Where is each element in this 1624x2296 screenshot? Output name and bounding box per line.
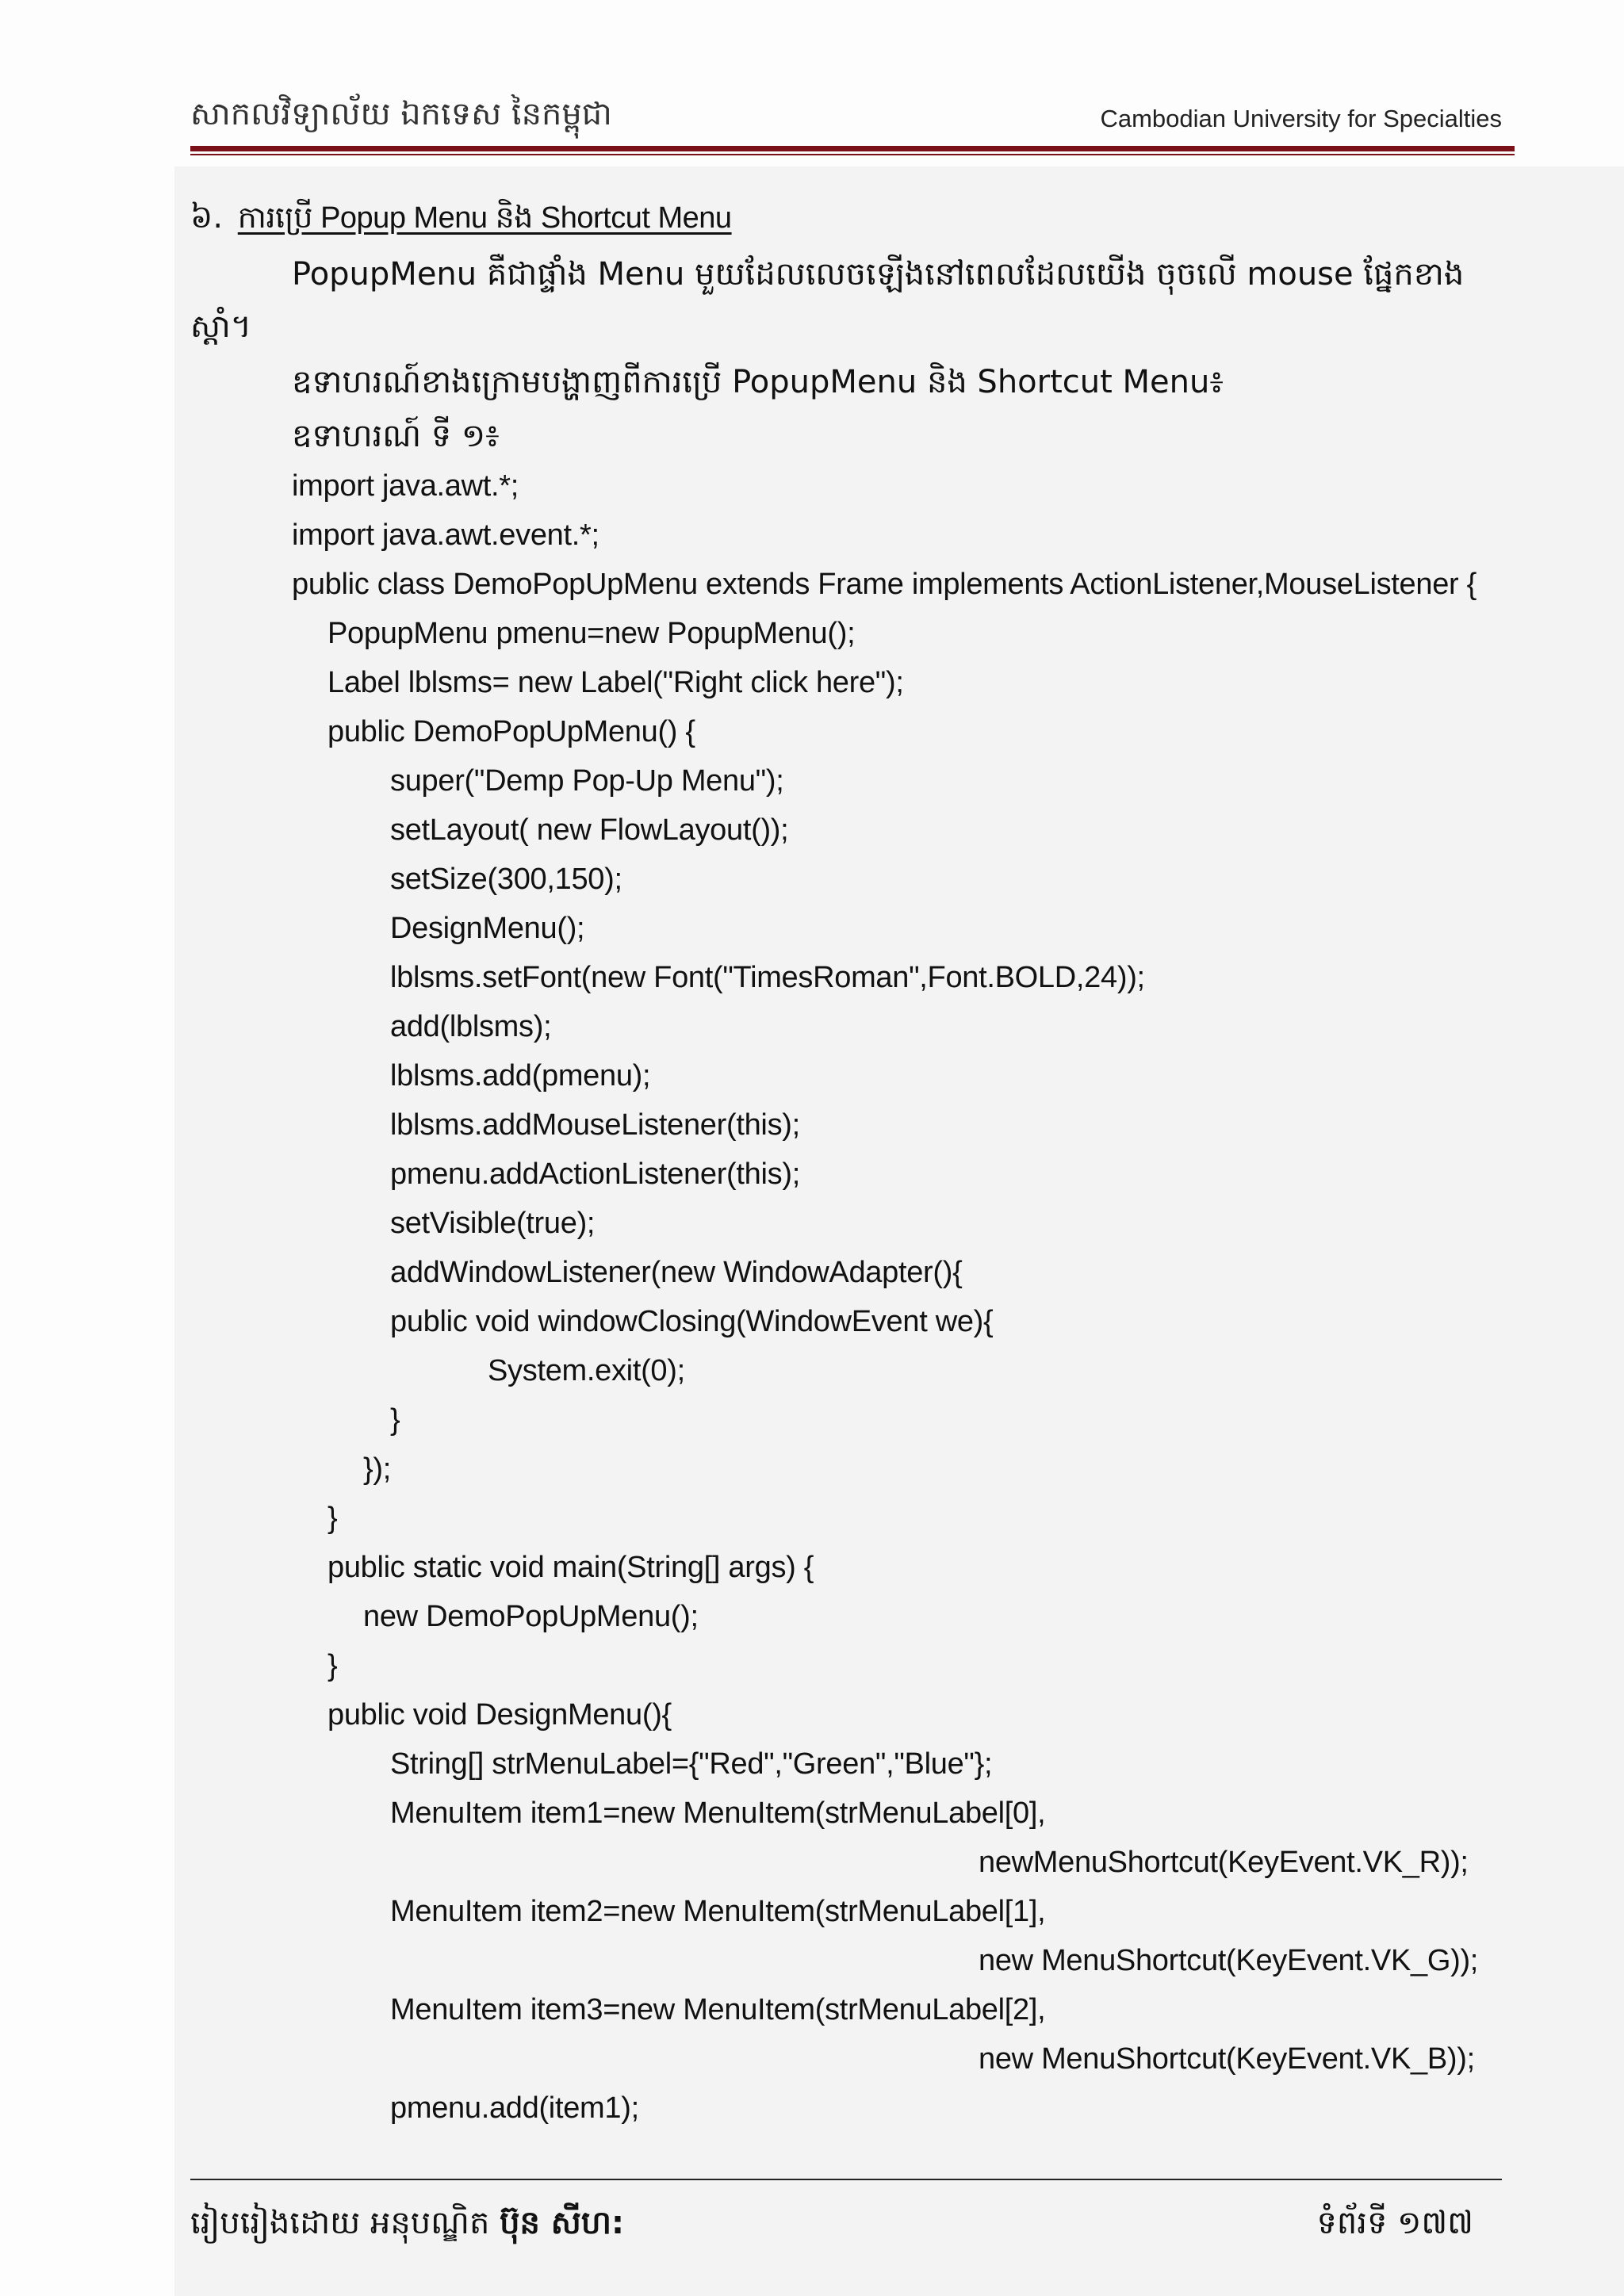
header-rule bbox=[190, 146, 1515, 151]
code-line: new MenuShortcut(KeyEvent.VK_G)); bbox=[979, 1944, 1479, 1977]
code-line: MenuItem item3=new MenuItem(strMenuLabel[2], bbox=[390, 1993, 1046, 2026]
code-line: }); bbox=[363, 1452, 392, 1486]
header-university-khmer: សាកលវិទ្យាល័យ ឯកទេស នៃកម្ពុជា bbox=[190, 96, 612, 132]
code-line: System.exit(0); bbox=[488, 1354, 685, 1387]
section-heading bbox=[190, 197, 732, 243]
page-number: ទំព័រទី ១៧៧ bbox=[1316, 2205, 1473, 2241]
footer-author-name: ប៊ុន សីហ: bbox=[500, 2205, 624, 2241]
example-label: ឧទាហរណ៍ ទី ១៖ bbox=[292, 418, 500, 454]
code-line: public void DesignMenu(){ bbox=[327, 1698, 672, 1732]
code-line: addWindowListener(new WindowAdapter(){ bbox=[390, 1256, 963, 1289]
section-title: ការប្រើ Popup Menu និង Shortcut Menu bbox=[237, 201, 732, 235]
code-line: MenuItem item1=new MenuItem(strMenuLabel[0], bbox=[390, 1797, 1046, 1830]
code-line: lblsms.addMouseListener(this); bbox=[390, 1108, 800, 1142]
code-line: pmenu.add(item1); bbox=[390, 2091, 639, 2125]
header-rule-thin bbox=[190, 154, 1515, 155]
code-line: import java.awt.event.*; bbox=[292, 519, 599, 552]
code-line: } bbox=[390, 1403, 400, 1437]
code-line: } bbox=[327, 1502, 338, 1535]
code-line: } bbox=[327, 1649, 338, 1682]
code-line: setLayout( new FlowLayout()); bbox=[390, 813, 789, 847]
code-line: super("Demp Pop-Up Menu"); bbox=[390, 764, 784, 798]
section-number: ៦. bbox=[190, 199, 224, 235]
code-line: setVisible(true); bbox=[390, 1207, 596, 1240]
code-line: public class DemoPopUpMenu extends Frame implements ActionListener,MouseListener { bbox=[292, 568, 1477, 601]
code-line: public static void main(String[] args) { bbox=[327, 1551, 814, 1584]
footer-prepared-by: រៀបរៀងដោយ អនុបណ្ឌិត bbox=[190, 2205, 490, 2241]
code-line: Label lblsms= new Label("Right click here"); bbox=[327, 666, 904, 699]
code-line: String[] strMenuLabel={"Red","Green","Blue"}; bbox=[390, 1747, 993, 1781]
header-university-english: Cambodian University for Specialties bbox=[1100, 105, 1502, 132]
code-line: newMenuShortcut(KeyEvent.VK_R)); bbox=[979, 1846, 1469, 1879]
code-line: public void windowClosing(WindowEvent we){ bbox=[390, 1305, 994, 1338]
intro-paragraph-line2: ស្តាំ។ bbox=[190, 308, 252, 345]
example-intro: ឧទាហរណ៍ខាងក្រោមបង្ហាញពីការប្រើ PopupMenu និង Shortcut Menu៖ bbox=[292, 364, 1224, 400]
code-line: new DemoPopUpMenu(); bbox=[363, 1600, 699, 1633]
code-line: pmenu.addActionListener(this); bbox=[390, 1158, 800, 1191]
code-line: PopupMenu pmenu=new PopupMenu(); bbox=[327, 617, 856, 650]
code-line: new MenuShortcut(KeyEvent.VK_B)); bbox=[979, 2042, 1475, 2076]
code-line: lblsms.setFont(new Font("TimesRoman",Font.BOLD,24)); bbox=[390, 961, 1145, 994]
code-line: DesignMenu(); bbox=[390, 912, 585, 945]
intro-paragraph-line1: PopupMenu គឺជាផ្ទាំង Menu មួយដែលលេចឡើងនៅពេលដែលយើង ចុចលើ mouse ផ្នែកខាង bbox=[292, 256, 1465, 293]
code-line: lblsms.add(pmenu); bbox=[390, 1059, 651, 1093]
footer-rule bbox=[190, 2179, 1502, 2180]
footer-author bbox=[190, 2202, 624, 2249]
code-line: setSize(300,150); bbox=[390, 863, 622, 896]
code-line: public DemoPopUpMenu() { bbox=[327, 715, 695, 748]
code-line: import java.awt.*; bbox=[292, 469, 519, 503]
code-line: add(lblsms); bbox=[390, 1010, 552, 1043]
code-line: MenuItem item2=new MenuItem(strMenuLabel[1], bbox=[390, 1895, 1046, 1928]
